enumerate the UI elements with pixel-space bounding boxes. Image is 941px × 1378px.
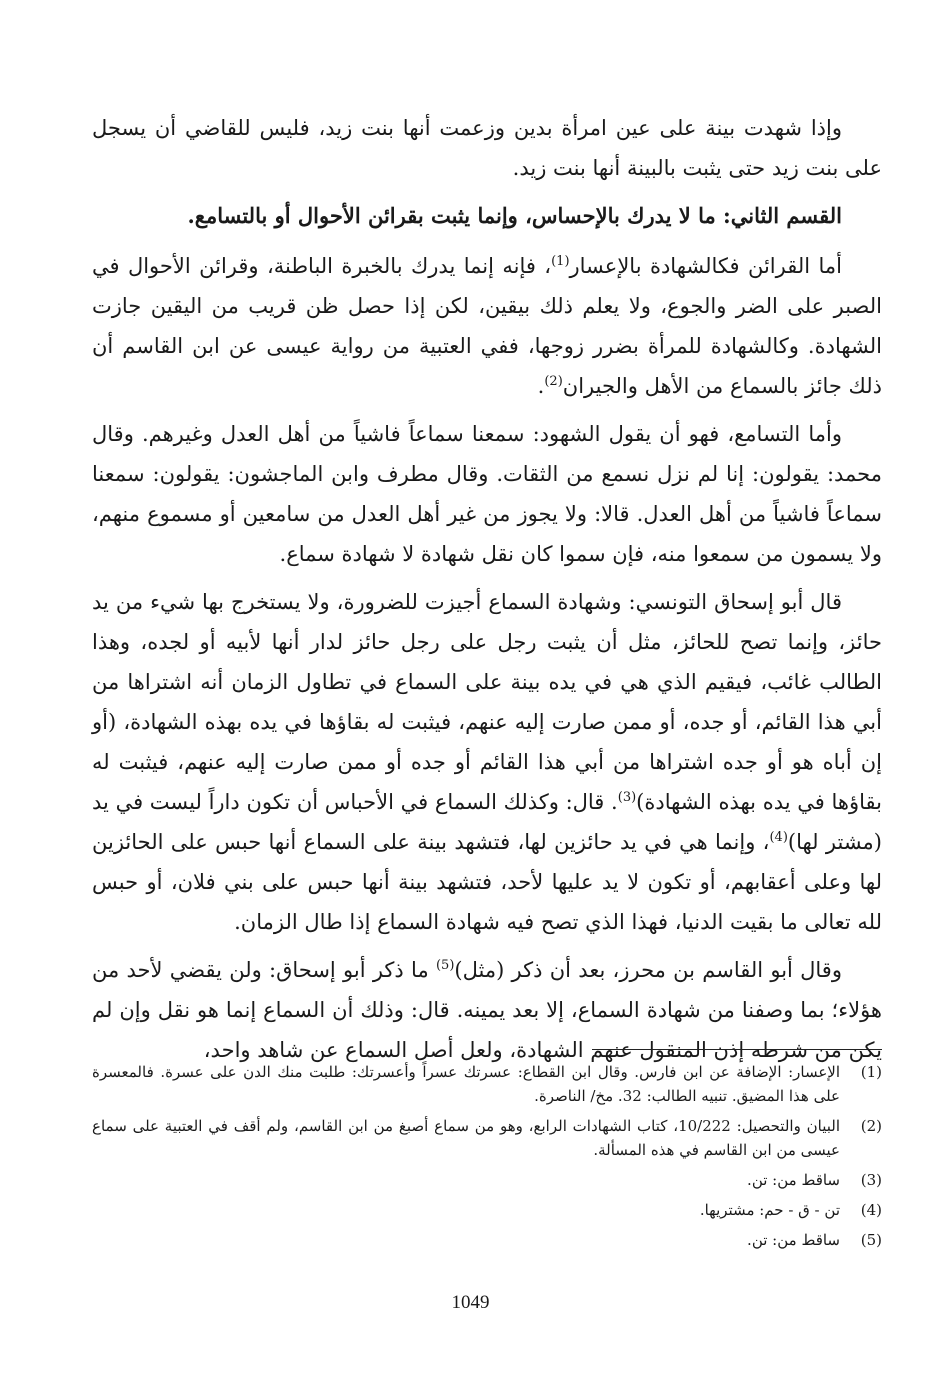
section-heading <box>92 196 882 236</box>
paragraph-4-text-a: قال أبو إسحاق التونسي: وشهادة السماع أجيزت للضرورة، ولا يستخرج بها شيء من يد حائز، وإنما تصح للحائز، مثل أن يثبت رجل على رجل حائز لدار أنها لأبيه أو لجده، وهذا الطالب غائب، فيقيم الذي هي في يده بينة على السماع في تطاول الزمان أنه اشتراها من أبي هذا القائم، أو جده، أو ممن صارت إليه عنهم، فيثبت له بقاؤها في يده بهذه الشهادة، (أو إن أباه هو أو جده اشتراها من أبي هذا القائم أو جده أو ممن صارت إليه عنهم، فيثبت له بقاؤها في يده بهذه الشهادة) <box>92 590 882 814</box>
paragraph-1-text: وإذا شهدت بينة على عين امرأة بدين وزعمت أنها بنت زيد، فليس للقاضي أن يسجل على بنت زيد حتى يثبت بالبينة أنها بنت زيد. <box>92 116 882 180</box>
paragraph-2-text-b: ، فإنه إنما يدرك بالخبرة الباطنة، وقرائن الأحوال في الصبر على الضر والجوع، ولا يعلم ذلك بيقين، لكن إذا حصل ظن قريب من اليقين جازت الشهادة. وكالشهادة للمرأة بضرر زوجها، ففي العتبية من رواية عيسى عن ابن القاسم أن ذلك جائز بالسماع من الأهل والجيران <box>92 254 882 398</box>
footnote-text: الإعسار: الإضافة عن ابن فارس. وقال ابن القطاع: عسرتك عسراً وأعسرتك: طلبت منك الدن على عسرة. فالمعسرة على هذا المضيق. تنبيه الطالب: 32. مخ/ الناصرة. <box>92 1063 840 1105</box>
paragraph-2-text-c: . <box>537 374 545 398</box>
footnote-1 <box>92 1060 882 1108</box>
paragraph-4-text-b: . قال: وكذلك السماع في الأحباس أن تكون داراً ليست في يد (مشتر لها) <box>92 790 882 854</box>
footnote-text: ساقط من: تن. <box>747 1171 840 1189</box>
footnote-3 <box>92 1168 882 1192</box>
footnote-ref-1[interactable]: (1) <box>551 254 570 269</box>
paragraph-5-text-a: وقال أبو القاسم بن محرز، بعد أن ذكر (مثل) <box>454 958 842 982</box>
footnote-ref-4[interactable]: (4) <box>769 830 788 845</box>
footnote-ref-3[interactable]: (3) <box>617 790 637 805</box>
footnote-4 <box>92 1198 882 1222</box>
footnote-5 <box>92 1228 882 1252</box>
paragraph-5 <box>92 950 882 1070</box>
page-number: 1049 <box>451 1292 490 1313</box>
footnote-ref-2[interactable]: (2) <box>544 374 563 389</box>
paragraph-2 <box>92 246 882 406</box>
paragraph-4-text-c: ، وإنما هي في يد حائزين لها، فتشهد بينة على السماع أنها حبس على الحائزين لها وعلى أعقابهم، أو تكون لا يد عليها لأحد، فتشهد بينة أنها حبس على بني فلان، أو حبس لله تعالى ما بقيت الدنيا، فهذا الذي تصح فيه شهادة السماع إذا طال الزمان. <box>92 830 882 934</box>
footnote-number: (3) <box>860 1171 882 1189</box>
footnote-2 <box>92 1114 882 1162</box>
paragraph-2-text-a: أما القرائن فكالشهادة بالإعسار <box>569 254 842 278</box>
footnote-separator <box>592 1049 882 1050</box>
footnote-text: البيان والتحصيل: 10/222، كتاب الشهادات الرابع، وهو من سماع أصبغ من ابن القاسم، ولم أقف في العتبية على سماع عيسى من ابن القاسم في هذه المسألة. <box>92 1117 840 1159</box>
footnote-text: ساقط من: تن. <box>747 1231 840 1249</box>
paragraph-4 <box>92 582 882 942</box>
footnote-number: (2) <box>860 1117 882 1135</box>
footnotes <box>92 1060 882 1258</box>
footnote-ref-5[interactable]: (5) <box>435 958 455 973</box>
footnote-number: (4) <box>860 1201 882 1219</box>
paragraph-1 <box>92 108 882 188</box>
paragraph-3 <box>92 414 882 574</box>
footnote-number: (5) <box>860 1231 882 1249</box>
paragraph-3-text: وأما التسامع، فهو أن يقول الشهود: سمعنا سماعاً فاشياً من أهل العدل وغيرهم. وقال محمد: يقولون: إنا لم نزل نسمع من الثقات. وقال مطرف وابن الماجشون: يقولون: سمعنا سماعاً فاشياً من أهل العدل. قالا: ولا يجوز من غير أهل العدل من سامعين أو مسموع منهم، ولا يسمون من سمعوا منه، فإن سموا كان نقل شهادة لا شهادة سماع. <box>92 422 882 566</box>
footnote-number: (1) <box>860 1063 882 1081</box>
main-text <box>92 108 882 1078</box>
paragraph-5-text-b: ما ذكر أبو إسحاق: ولن يقضي لأحد من هؤلاء؛ بما وصفنا من شهادة السماع، إلا بعد يمينه. قال: وذلك أن السماع إنما هو نقل وإن لم يكن من شرطه إذن المنقول عنهم الشهادة، ولعل أصل السماع عن شاهد واحد، <box>92 958 882 1062</box>
section-heading-text: القسم الثاني: ما لا يدرك بالإحساس، وإنما يثبت بقرائن الأحوال أو بالتسامع. <box>187 203 842 228</box>
footnote-text: تن - ق - حم: مشتريها. <box>699 1201 840 1219</box>
